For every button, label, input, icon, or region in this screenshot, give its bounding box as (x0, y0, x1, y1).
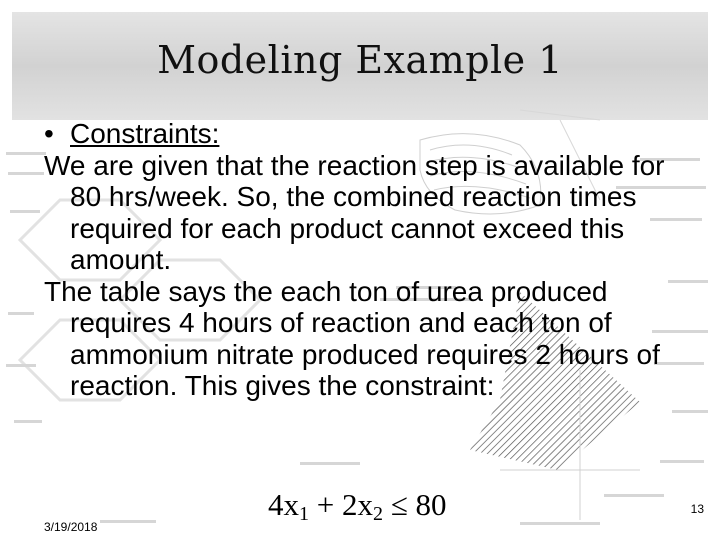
equation-rhs: ≤ 80 (382, 487, 447, 522)
equation-subscript-1: 1 (299, 503, 309, 525)
slide-title: Modeling Example 1 (157, 38, 563, 82)
slide-body (44, 118, 684, 402)
paragraph-2: The table says the each ton of urea produced requires 4 hours of reaction and each ton of ammonium nitrate produced requires 2 hours of reaction. This gives the constraint: (44, 275, 660, 401)
paragraph-1: We are given that the reaction step is available for 80 hrs/week. So, the combined reaction times required for each product cannot exceed this amount. (44, 149, 665, 275)
equation-subscript-2: 2 (372, 503, 383, 525)
constraint-equation (268, 487, 447, 526)
bullet-glyph: • (44, 118, 54, 149)
page-number: 13 (690, 502, 704, 516)
equation-term-2: + 2x (309, 487, 373, 522)
equation-term-1: 4x (268, 487, 299, 522)
bullet-heading: Constraints: (70, 118, 220, 149)
bullet-item (44, 118, 684, 150)
footer-date: 3/19/2018 (44, 520, 98, 534)
